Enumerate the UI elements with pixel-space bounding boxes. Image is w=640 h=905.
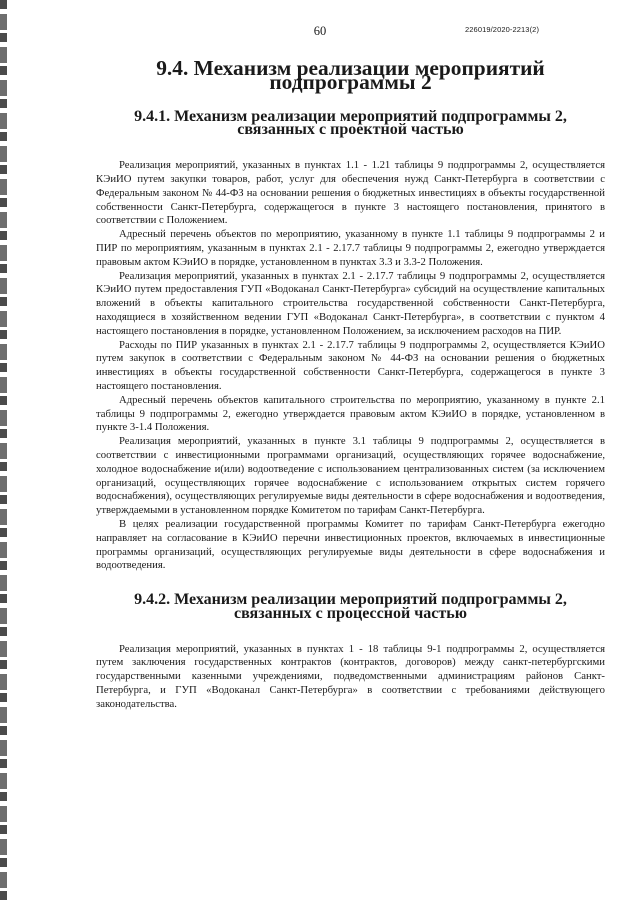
subsection-title (96, 593, 605, 621)
paragraph: Реализация мероприятий, указанных в пунктах 2.1 - 2.17.7 таблицы 9 подпрограммы 2, осуществляется КЭиИО путем предоставления ГУП «Водоканал Санкт-Петербурга» субсидий на осуществление капитальных вложений в объекты капитального строительства государственной собственности Санкт-Петербурга, находящиеся в хозяйственном ведении ГУП «Водоканал Санкт-Петербурга», в соответствии с пунктом 4 настоящего постановления в порядке, установленном Положением, за исключением расходов на ПИР. (96, 269, 605, 337)
subsection-title-line2: связанных с проектной частью (237, 121, 464, 139)
subsection-title-line2: связанных с процессной частью (233, 604, 468, 622)
subsection-title (96, 107, 605, 139)
paragraph: Реализация мероприятий, указанных в пунктах 1.1 - 1.21 таблицы 9 подпрограммы 2, осуществляется КЭиИО путем закупки товаров, работ, услуг для обеспечения нужд Санкт-Петербурга в соответствии с Федеральным законом № 44-ФЗ на основании решения о бюджетных инвестициях в объекты государственной собственности Санкт-Петербурга, содержащегося в пункте 3 настоящего постановления, принятого в соответствии с Положением. (96, 159, 605, 227)
paragraph: Реализация мероприятий, указанных в пунктах 1 - 18 таблицы 9-1 подпрограммы 2, осуществляется путем заключения государственных контрактов (контрактов, договоров) между санкт-петербургскими государственными казенными учреждениями, подведомственными администрациям районов Санкт-Петербурга, и ГУП «Водоканал Санкт-Петербурга» в соответствии с требованиями действующего законодательства. (96, 642, 605, 710)
paragraph: Реализация мероприятий, указанных в пункте 3.1 таблицы 9 подпрограммы 2, осуществляется в соответствии с инвестиционными программами организаций, осуществляющих горячее водоснабжение, холодное водоснабжение и(или) водоотведение с использованием централизованных систем (за исключением организаций, осуществляющих горячее водоснабжение с использованием открытых систем горячего водоснабжения), осуществляющих регулируемые виды деятельности в сфере водоснабжения и водоотведения, утверждаемыми в установленном порядке Комитетом по тарифам Санкт-Петербурга. (96, 435, 605, 517)
paragraph: Расходы по ПИР указанных в пунктах 2.1 - 2.17.7 таблицы 9 подпрограммы 2, осуществляется КЭиИО путем закупок в соответствии с Федеральным законом № 44-ФЗ на основании решения о бюджетных инвестициях в объекты государственной собственности Санкт-Петербурга, содержащегося в пункте 3 настоящего постановления. (96, 338, 605, 392)
section-title: 9.4. Механизм реализации мероприятий подпрограммы 2 (156, 56, 545, 94)
subsection-9-4-1 (96, 107, 605, 574)
page-number: 60 (313, 24, 327, 38)
subsection-9-4-2 (96, 593, 605, 712)
document-body (96, 56, 605, 712)
paragraph: Адресный перечень объектов по мероприятию, указанному в пункте 1.1 таблицы 9 подпрограммы 2 и ПИР по мероприятиям, указанным в пунктах 2.1 - 2.17.7 таблицы 9 подпрограммы 2, ежегодно утверждается правовым актом КЭиИО в порядке, установленном в пунктах 3.3 и 3.3-2 Положения. (96, 228, 605, 268)
paragraph: В целях реализации государственной программы Комитет по тарифам Санкт-Петербурга ежегодно направляет на согласование в КЭиИО перечни инвестиционных проектов, включаемых в инвестиционные программы организаций, осуществляющих регулируемые виды деятельности в сфере водоснабжения и водоотведения. (96, 517, 605, 572)
paragraph: Адресный перечень объектов капитального строительства по мероприятию, указанному в пункте 2.1 таблицы 9 подпрограммы 2, ежегодно утверждается правовым актом КЭиИО в порядке, установленном в пункте 3-1.4 Положения. (96, 393, 605, 434)
subsection-title-line1: 9.4.2. Механизм реализации мероприятий подпрограммы 2, (134, 591, 567, 609)
document-id: 226019/2020-2213(2) (465, 25, 540, 34)
subsection-title-line1: 9.4.1. Механизм реализации мероприятий подпрограммы 2, (134, 107, 567, 125)
scan-edge-artifact (0, 0, 7, 905)
